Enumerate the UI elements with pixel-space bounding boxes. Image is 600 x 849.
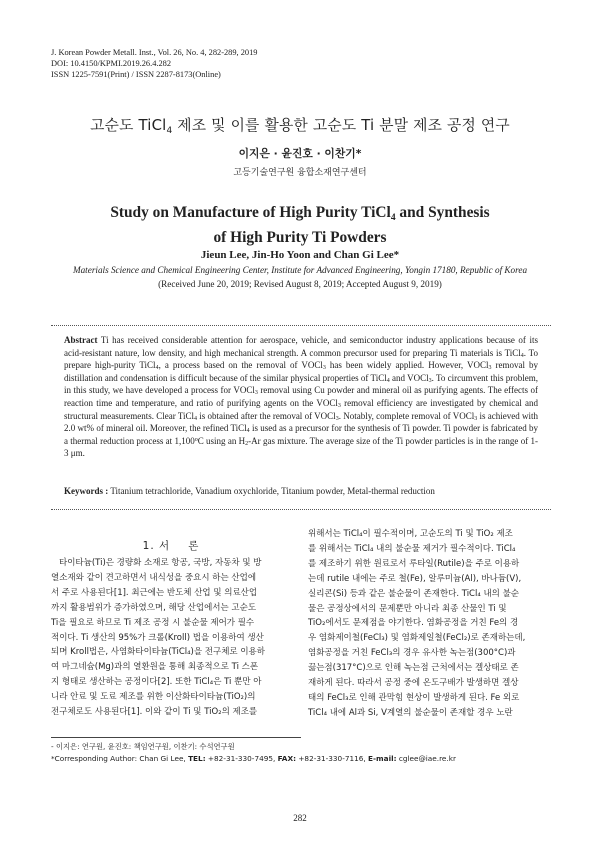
- text-line: 물은 공정상에서의 문제뿐만 아니라 최종 산물인 Ti 및: [308, 603, 507, 614]
- text-line: 까지 활용범위가 증가하였으며, 해당 산업에서는 고순도: [51, 602, 257, 613]
- text-line: 니라 안료 및 도료 제조를 위한 이산화타이타늄(TiO₂)의: [51, 692, 256, 703]
- text-line: 를 제조하기 위한 원료로서 루타일(Rutile)을 주로 이용하: [308, 558, 520, 569]
- text-line: 전구체로도 사용된다[1]. 이와 같이 Ti 및 TiO₂의 제조를: [51, 707, 258, 718]
- issn: ISSN 1225-7591(Print) / ISSN 2287-8173(Online): [51, 70, 221, 79]
- section-heading: 1. 서 론: [142, 540, 200, 552]
- author-roles-footnote: - 이지은: 연구원, 윤진호: 책임연구원, 이찬기: 수석연구원: [51, 742, 235, 751]
- journal-citation: J. Korean Powder Metall. Inst., Vol. 26, No. 4, 282-289, 2019: [51, 48, 258, 57]
- text-line: 실리콘(Si) 등과 같은 불순물이 존재한다. TiCl₄ 내의 불순: [308, 588, 520, 599]
- text-line: 여 마그네슘(Mg)과의 열환원을 통해 최종적으로 Ti 스폰: [51, 662, 259, 673]
- text-line: 태의 FeCl₃로 인해 관막힘 현상이 발생하게 된다. Fe 외로: [308, 692, 520, 703]
- left-column: [51, 556, 293, 720]
- abstract-bottom-rule: [51, 509, 551, 510]
- text-line: Ti을 필요로 하므로 Ti 제조 공정 시 불순물 제어가 필수: [51, 617, 255, 628]
- text-line: 재하게 된다. 따라서 공정 중에 온도구배가 발생하면 겔상: [308, 678, 519, 689]
- english-authors: Jieun Lee, Jin-Ho Yoon and Chan Gi Lee*: [200, 249, 400, 261]
- text-line: 되며 Kroll법은, 사염화타이타늄(TiCl₄)을 전구체로 이용하: [51, 647, 265, 658]
- journal-header: [51, 47, 258, 80]
- korean-authors: 이지은 · 윤진호 · 이찬기*: [238, 147, 362, 160]
- text-line: 위해서는 TiCl₄이 필수적이며, 고순도의 Ti 및 TiO₂ 제조: [308, 529, 513, 539]
- corresponding-author-footnote: *Corresponding Author: Chan Gi Lee, TEL: +82-31-330-7495, FAX: +82-31-330-7116, E-mail: cglee@iae.re.kr: [51, 754, 456, 763]
- received-dates: (Received June 20, 2019; Revised August 8, 2019; Accepted August 9, 2019): [158, 279, 442, 289]
- keywords: Keywords : Titanium tetrachloride, Vanadium oxychloride, Titanium powder, Metal-thermal reduction: [64, 486, 435, 496]
- english-affiliation: Materials Science and Chemical Engineering Center, Institute for Advanced Engineering, Yongin 17180, Republic of Korea: [72, 265, 528, 275]
- text-line: 타이타늄(Ti)은 경량화 소재로 항공, 국방, 자동차 및 방: [59, 558, 262, 568]
- korean-title: 고순도 TiCl$_4$ 제조 및 이를 활용한 고순도 Ti 분말 제조 공정 연구: [90, 117, 510, 136]
- text-line: 지 형태로 생산하는 공정이다[2]. 또한 TiCl₄은 Ti 뿐만 아: [51, 677, 262, 688]
- page-number: 282: [293, 813, 307, 823]
- text-line: TiO₂에서도 문제점을 야기한다. 염화공정을 거친 Fe의 경: [308, 618, 519, 629]
- text-line: 적이다. Ti 생산의 95%가 크롤(Kroll) 법을 이용하여 생산: [51, 632, 264, 643]
- footnote-rule: [51, 737, 301, 738]
- text-line: 열소재와 같이 견고하면서 내식성을 중요시 하는 산업에: [51, 572, 257, 583]
- text-line: 염화공정을 거친 FeCl₃의 경우 유사한 녹는점(300°C)과: [308, 648, 516, 659]
- right-column: [308, 527, 550, 721]
- english-title: Study on Manufacture of High Purity TiCl$_4$ and Synthesis of High Purity Ti Powders: [110, 204, 490, 246]
- text-line: 를 위해서는 TiCl₄ 내의 불순물 제거가 필수적이다. TiCl₄: [308, 543, 516, 554]
- text-line: 끓는점(317°C)으로 인해 녹는점 근처에서는 겔상태로 존: [308, 663, 519, 674]
- text-line: 는데 rutile 내에는 주로 철(Fe), 알루미늄(Al), 바나듐(V),: [308, 573, 522, 584]
- text-line: TiCl₄ 내에 Al과 Si, V계열의 불순물이 존재할 경우 노란: [308, 707, 513, 718]
- text-line: 서 주로 사용된다[1]. 최근에는 반도체 산업 및 의료산업: [51, 587, 258, 598]
- doi: DOI: 10.4150/KPMI.2019.26.4.282: [51, 59, 172, 68]
- text-line: 우 염화제이철(FeCl₃) 및 염화제일철(FeCl₂)로 존재하는데,: [308, 633, 526, 644]
- abstract-top-rule: [51, 325, 551, 326]
- abstract: Abstract Ti has received considerable attention for aerospace, vehicle, and semiconductor industry applications because of its acid-resistant nature, low density, and high mechanical strength. A common precursor used for preparing Ti materials is TiCl$_4$. To prepare high-purity TiCl$_4$, a process based on the removal of VOCl$_3$ has been widely applied. However, VOCl$_3$ removal by distillation and condensation is difficult because of the similar physical properties of TiCl$_4$ and VOCl$_3$. To circumvent this problem, in this study, we have developed a process for VOCl$_3$ removal using Cu powder and mineral oil as purifying agents. The effects of reaction time and temperature, and ratio of purifying agents on the VOCl$_3$ removal efficiency are investigated by chemical and structural measurements. Clear TiCl$_4$ is obtained after the removal of VOCl$_3$. Notably, complete removal of VOCl$_3$ is achieved with 2.0 wt% of mineral oil. Moreover, the refined TiCl$_4$ is used as a precursor for the synthesis of Ti powder. Ti powder is fabricated by a thermal reduction process at 1,100$^o$C using an $H_2-Ar$ gas mixture. The average size of the Ti powder particles is in the range of 1-3 μm.: [64, 335, 539, 459]
- korean-affiliation: 고등기술연구원 융합소재연구센터: [233, 168, 367, 178]
